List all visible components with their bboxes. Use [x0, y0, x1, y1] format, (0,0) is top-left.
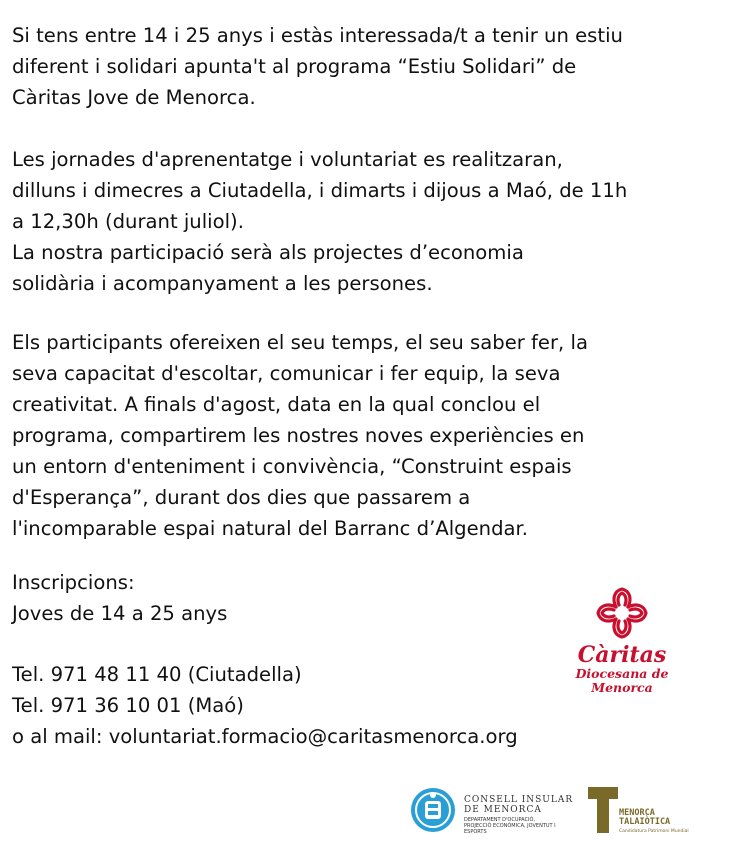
- consell-dept-line3: ESPORTS: [464, 829, 487, 835]
- consell-seal-icon: [408, 785, 458, 835]
- talaiotica-name: [619, 809, 670, 827]
- caritas-sub1: Diocesana de: [575, 666, 669, 681]
- text-line: l'incomparable espai natural del Barranc d’Algendar.: [12, 517, 529, 540]
- text-line: diferent i solidari apunta't al programa “Estiu Solidari” de: [12, 55, 577, 78]
- caritas-name: Càritas: [577, 642, 667, 668]
- inscriptions-heading: Inscripcions:: [12, 571, 135, 594]
- consell-dept-line2: PROJECCIÓ ECONÒMICA, JOVENTUT I: [464, 823, 556, 829]
- consell-name: [464, 795, 573, 815]
- participants-paragraph: [12, 327, 724, 544]
- talaiotica-sub: Candidatura Patrimoni Mundial: [619, 829, 689, 834]
- text-line: a 12,30h (durant juliol).: [12, 210, 244, 233]
- inscriptions-audience: Joves de 14 a 25 anys: [12, 602, 228, 625]
- consell-name-line2: DE MENORCA: [464, 805, 542, 815]
- text-line: Les jornades d'aprenentatge i voluntariat es realitzaran,: [12, 148, 563, 171]
- text-line: Si tens entre 14 i 25 anys i estàs interessada/t a tenir un estiu: [12, 24, 623, 47]
- phone-ciutadella[interactable]: Tel. 971 48 11 40 (Ciutadella): [12, 663, 302, 686]
- text-line: creativitat. A finals d'agost, data en la qual conclou el: [12, 393, 541, 416]
- talaiotica-name-line2: TALAIÒTICA: [619, 817, 671, 827]
- contact-mail[interactable]: o al mail: voluntariat.formacio@caritasmenorca.org: [12, 725, 518, 748]
- text-line: d'Esperança”, durant dos dies que passarem a: [12, 486, 471, 509]
- talaiotica-name-line1: MENORCA: [619, 808, 655, 818]
- consell-name-line1: CONSELL INSULAR: [464, 795, 574, 805]
- text-line: programa, compartirem les nostres noves experiències en: [12, 424, 585, 447]
- text-line: seva capacitat d'escoltar, comunicar i fer equip, la seva: [12, 362, 561, 385]
- consell-dept-line1: DEPARTAMENT D'OCUPACIÓ,: [464, 817, 536, 823]
- menorca-talaiotica-logo: [586, 785, 706, 840]
- phone-mao[interactable]: Tel. 971 36 10 01 (Maó): [12, 694, 244, 717]
- consell-insular-logo: [408, 785, 578, 835]
- intro-paragraph: [12, 20, 724, 113]
- taula-icon: [586, 785, 620, 835]
- text-line: dilluns i dimecres a Ciutadella, i dimarts i dijous a Maó, de 11h: [12, 179, 628, 202]
- schedule-paragraph: [12, 144, 724, 299]
- caritas-cross-icon: [594, 585, 650, 641]
- text-line: La nostra participació serà als projectes d’economia: [12, 241, 524, 264]
- text-line: Càritas Jove de Menorca.: [12, 86, 256, 109]
- text-line: un entorn d'enteniment i convivència, “Construint espais: [12, 455, 572, 478]
- text-line: solidària i acompanyament a les persones.: [12, 272, 433, 295]
- text-line: Els participants ofereixen el seu temps, el seu saber fer, la: [12, 331, 588, 354]
- caritas-sub2: Menorca: [591, 680, 653, 695]
- consell-department: [464, 817, 574, 835]
- caritas-logo: [564, 585, 680, 695]
